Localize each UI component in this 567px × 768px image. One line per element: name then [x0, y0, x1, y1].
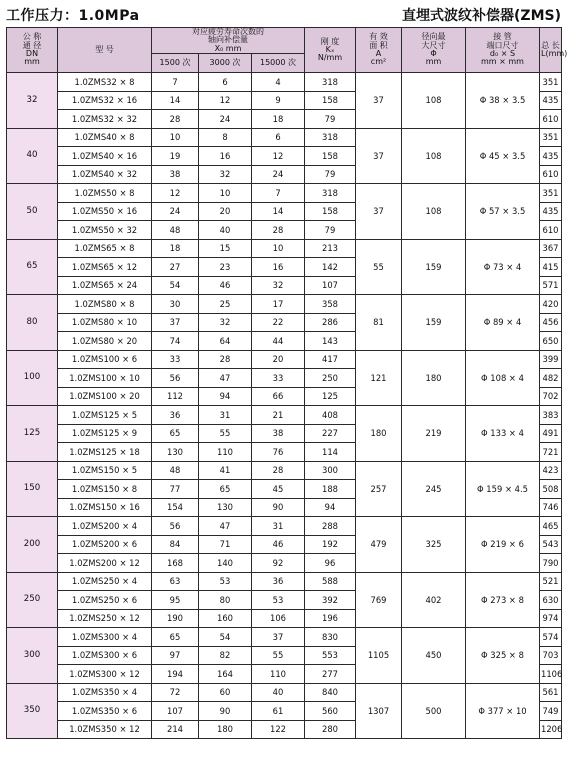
length-cell: 435 [540, 147, 562, 166]
model-cell: 1.0ZMS50 × 8 [58, 184, 152, 203]
area-cell: 257 [356, 461, 402, 517]
length-cell: 749 [540, 702, 562, 721]
comp-15000-cell: 38 [252, 424, 305, 443]
comp-1500-cell: 56 [152, 517, 199, 536]
length-cell: 703 [540, 646, 562, 665]
model-cell: 1.0ZMS80 × 8 [58, 295, 152, 314]
length-cell: 508 [540, 480, 562, 499]
length-cell: 491 [540, 424, 562, 443]
length-cell: 351 [540, 184, 562, 203]
stiffness-cell: 96 [305, 554, 356, 573]
comp-15000-cell: 18 [252, 110, 305, 129]
stiffness-cell: 318 [305, 184, 356, 203]
comp-15000-cell: 44 [252, 332, 305, 351]
comp-1500-cell: 19 [152, 147, 199, 166]
length-cell: 521 [540, 572, 562, 591]
comp-15000-cell: 122 [252, 720, 305, 739]
comp-1500-cell: 48 [152, 221, 199, 240]
table-row [7, 406, 562, 425]
comp-15000-cell: 14 [252, 202, 305, 221]
radial-cell: 108 [402, 184, 466, 240]
model-cell: 1.0ZMS150 × 5 [58, 461, 152, 480]
comp-3000-cell: 180 [199, 720, 252, 739]
comp-3000-cell: 25 [199, 295, 252, 314]
dn-cell: 250 [7, 572, 58, 628]
comp-15000-cell: 17 [252, 295, 305, 314]
comp-1500-cell: 14 [152, 91, 199, 110]
table-row [7, 628, 562, 647]
model-cell: 1.0ZMS100 × 10 [58, 369, 152, 388]
comp-1500-cell: 7 [152, 73, 199, 92]
comp-3000-cell: 160 [199, 609, 252, 628]
stiffness-cell: 280 [305, 720, 356, 739]
dn-cell: 65 [7, 239, 58, 295]
stiffness-cell: 553 [305, 646, 356, 665]
comp-15000-cell: 90 [252, 498, 305, 517]
comp-1500-cell: 33 [152, 350, 199, 369]
comp-1500-cell: 65 [152, 628, 199, 647]
comp-15000-cell: 10 [252, 239, 305, 258]
comp-3000-cell: 6 [199, 73, 252, 92]
model-cell: 1.0ZMS150 × 16 [58, 498, 152, 517]
header-dn: 公 称 通 径 DN mm [7, 28, 58, 73]
stiffness-cell: 114 [305, 443, 356, 462]
model-cell: 1.0ZMS80 × 10 [58, 313, 152, 332]
comp-3000-cell: 65 [199, 480, 252, 499]
length-cell: 435 [540, 202, 562, 221]
comp-1500-cell: 56 [152, 369, 199, 388]
comp-1500-cell: 154 [152, 498, 199, 517]
comp-15000-cell: 24 [252, 165, 305, 184]
length-cell: 456 [540, 313, 562, 332]
pipe-cell: Φ 219 × 6 [466, 517, 540, 573]
stiffness-cell: 227 [305, 424, 356, 443]
comp-3000-cell: 41 [199, 461, 252, 480]
model-cell: 1.0ZMS125 × 9 [58, 424, 152, 443]
length-cell: 435 [540, 91, 562, 110]
comp-15000-cell: 55 [252, 646, 305, 665]
comp-3000-cell: 15 [199, 239, 252, 258]
comp-1500-cell: 24 [152, 202, 199, 221]
stiffness-cell: 158 [305, 147, 356, 166]
radial-cell: 180 [402, 350, 466, 406]
stiffness-cell: 318 [305, 73, 356, 92]
area-cell: 81 [356, 295, 402, 351]
pipe-cell: Φ 73 × 4 [466, 239, 540, 295]
comp-3000-cell: 12 [199, 91, 252, 110]
table-row [7, 683, 562, 702]
comp-3000-cell: 47 [199, 369, 252, 388]
stiffness-cell: 158 [305, 91, 356, 110]
comp-1500-cell: 48 [152, 461, 199, 480]
dn-cell: 125 [7, 406, 58, 462]
comp-15000-cell: 12 [252, 147, 305, 166]
header-cycles-3000: 3000 次 [199, 54, 252, 73]
area-cell: 37 [356, 184, 402, 240]
stiffness-cell: 107 [305, 276, 356, 295]
model-cell: 1.0ZMS50 × 32 [58, 221, 152, 240]
stiffness-cell: 79 [305, 110, 356, 129]
stiffness-cell: 277 [305, 665, 356, 684]
pipe-cell: Φ 108 × 4 [466, 350, 540, 406]
comp-1500-cell: 54 [152, 276, 199, 295]
comp-1500-cell: 107 [152, 702, 199, 721]
stiffness-cell: 142 [305, 258, 356, 277]
area-cell: 180 [356, 406, 402, 462]
stiffness-cell: 286 [305, 313, 356, 332]
comp-1500-cell: 84 [152, 535, 199, 554]
comp-1500-cell: 10 [152, 128, 199, 147]
comp-3000-cell: 31 [199, 406, 252, 425]
pipe-cell: Φ 89 × 4 [466, 295, 540, 351]
area-cell: 55 [356, 239, 402, 295]
comp-3000-cell: 16 [199, 147, 252, 166]
working-pressure-label: 工作压力：1.0MPa [6, 8, 140, 24]
comp-1500-cell: 63 [152, 572, 199, 591]
stiffness-cell: 192 [305, 535, 356, 554]
comp-3000-cell: 53 [199, 572, 252, 591]
model-cell: 1.0ZMS250 × 4 [58, 572, 152, 591]
comp-3000-cell: 28 [199, 350, 252, 369]
comp-15000-cell: 76 [252, 443, 305, 462]
length-cell: 561 [540, 683, 562, 702]
model-cell: 1.0ZMS350 × 12 [58, 720, 152, 739]
comp-3000-cell: 55 [199, 424, 252, 443]
stiffness-cell: 318 [305, 128, 356, 147]
stiffness-cell: 158 [305, 202, 356, 221]
stiffness-cell: 79 [305, 165, 356, 184]
length-cell: 543 [540, 535, 562, 554]
comp-15000-cell: 22 [252, 313, 305, 332]
comp-1500-cell: 37 [152, 313, 199, 332]
comp-3000-cell: 82 [199, 646, 252, 665]
dn-cell: 300 [7, 628, 58, 684]
comp-3000-cell: 40 [199, 221, 252, 240]
table-row [7, 184, 562, 203]
comp-3000-cell: 110 [199, 443, 252, 462]
comp-1500-cell: 72 [152, 683, 199, 702]
comp-15000-cell: 6 [252, 128, 305, 147]
header-radial: 径向最 大尺寸 Φ mm [402, 28, 466, 73]
comp-15000-cell: 9 [252, 91, 305, 110]
comp-1500-cell: 27 [152, 258, 199, 277]
area-cell: 1307 [356, 683, 402, 739]
comp-15000-cell: 40 [252, 683, 305, 702]
length-cell: 630 [540, 591, 562, 610]
radial-cell: 159 [402, 295, 466, 351]
length-cell: 610 [540, 165, 562, 184]
header-model: 型 号 [58, 28, 152, 73]
header-area: 有 效 面 积 A cm² [356, 28, 402, 73]
table-row [7, 73, 562, 92]
stiffness-cell: 300 [305, 461, 356, 480]
dn-cell: 40 [7, 128, 58, 184]
comp-15000-cell: 106 [252, 609, 305, 628]
comp-1500-cell: 74 [152, 332, 199, 351]
stiffness-cell: 408 [305, 406, 356, 425]
length-cell: 650 [540, 332, 562, 351]
stiffness-cell: 94 [305, 498, 356, 517]
stiffness-cell: 417 [305, 350, 356, 369]
length-cell: 1106 [540, 665, 562, 684]
comp-1500-cell: 36 [152, 406, 199, 425]
pipe-cell: Φ 133 × 4 [466, 406, 540, 462]
table-body [7, 73, 562, 739]
model-cell: 1.0ZMS32 × 8 [58, 73, 152, 92]
comp-15000-cell: 53 [252, 591, 305, 610]
stiffness-cell: 392 [305, 591, 356, 610]
comp-15000-cell: 36 [252, 572, 305, 591]
length-cell: 746 [540, 498, 562, 517]
radial-cell: 402 [402, 572, 466, 628]
comp-1500-cell: 97 [152, 646, 199, 665]
table-row [7, 572, 562, 591]
stiffness-cell: 143 [305, 332, 356, 351]
length-cell: 423 [540, 461, 562, 480]
pipe-cell: Φ 57 × 3.5 [466, 184, 540, 240]
length-cell: 1206 [540, 720, 562, 739]
length-cell: 610 [540, 110, 562, 129]
comp-1500-cell: 112 [152, 387, 199, 406]
radial-cell: 219 [402, 406, 466, 462]
comp-1500-cell: 38 [152, 165, 199, 184]
comp-15000-cell: 20 [252, 350, 305, 369]
length-cell: 420 [540, 295, 562, 314]
comp-3000-cell: 64 [199, 332, 252, 351]
area-cell: 769 [356, 572, 402, 628]
dn-cell: 100 [7, 350, 58, 406]
comp-1500-cell: 18 [152, 239, 199, 258]
comp-3000-cell: 32 [199, 313, 252, 332]
radial-cell: 108 [402, 128, 466, 184]
stiffness-cell: 358 [305, 295, 356, 314]
table-row [7, 239, 562, 258]
table-row [7, 128, 562, 147]
comp-1500-cell: 194 [152, 665, 199, 684]
model-cell: 1.0ZMS40 × 8 [58, 128, 152, 147]
area-cell: 479 [356, 517, 402, 573]
table-header [7, 27, 567, 73]
dn-cell: 150 [7, 461, 58, 517]
model-cell: 1.0ZMS65 × 8 [58, 239, 152, 258]
comp-1500-cell: 12 [152, 184, 199, 203]
comp-15000-cell: 28 [252, 221, 305, 240]
comp-3000-cell: 90 [199, 702, 252, 721]
length-cell: 465 [540, 517, 562, 536]
comp-1500-cell: 65 [152, 424, 199, 443]
stiffness-cell: 213 [305, 239, 356, 258]
comp-15000-cell: 4 [252, 73, 305, 92]
dn-cell: 80 [7, 295, 58, 351]
radial-cell: 108 [402, 73, 466, 129]
table-row [7, 461, 562, 480]
comp-3000-cell: 24 [199, 110, 252, 129]
model-cell: 1.0ZMS300 × 12 [58, 665, 152, 684]
comp-1500-cell: 168 [152, 554, 199, 573]
comp-15000-cell: 61 [252, 702, 305, 721]
comp-3000-cell: 20 [199, 202, 252, 221]
pipe-cell: Φ 273 × 8 [466, 572, 540, 628]
comp-1500-cell: 214 [152, 720, 199, 739]
stiffness-cell: 125 [305, 387, 356, 406]
comp-15000-cell: 45 [252, 480, 305, 499]
model-cell: 1.0ZMS150 × 8 [58, 480, 152, 499]
pipe-cell: Φ 159 × 4.5 [466, 461, 540, 517]
model-cell: 1.0ZMS65 × 24 [58, 276, 152, 295]
comp-3000-cell: 23 [199, 258, 252, 277]
radial-cell: 325 [402, 517, 466, 573]
length-cell: 574 [540, 628, 562, 647]
document-title: 直埋式波纹补偿器(ZMS) [402, 8, 561, 24]
pipe-cell: Φ 38 × 3.5 [466, 73, 540, 129]
area-cell: 37 [356, 128, 402, 184]
comp-15000-cell: 31 [252, 517, 305, 536]
area-cell: 121 [356, 350, 402, 406]
comp-3000-cell: 32 [199, 165, 252, 184]
model-cell: 1.0ZMS100 × 6 [58, 350, 152, 369]
model-cell: 1.0ZMS350 × 6 [58, 702, 152, 721]
header-cycles-1500: 1500 次 [152, 54, 199, 73]
comp-3000-cell: 47 [199, 517, 252, 536]
pipe-cell: Φ 45 × 3.5 [466, 128, 540, 184]
comp-15000-cell: 21 [252, 406, 305, 425]
comp-3000-cell: 94 [199, 387, 252, 406]
header-compensation: 对应疲劳寿命次数的 轴向补偿量 X₀ mm [152, 28, 305, 54]
comp-15000-cell: 16 [252, 258, 305, 277]
model-cell: 1.0ZMS300 × 6 [58, 646, 152, 665]
area-cell: 1105 [356, 628, 402, 684]
stiffness-cell: 188 [305, 480, 356, 499]
model-cell: 1.0ZMS250 × 6 [58, 591, 152, 610]
spec-table [6, 27, 567, 739]
stiffness-cell: 830 [305, 628, 356, 647]
length-cell: 399 [540, 350, 562, 369]
model-cell: 1.0ZMS40 × 16 [58, 147, 152, 166]
dn-cell: 200 [7, 517, 58, 573]
comp-1500-cell: 190 [152, 609, 199, 628]
radial-cell: 450 [402, 628, 466, 684]
length-cell: 571 [540, 276, 562, 295]
stiffness-cell: 196 [305, 609, 356, 628]
comp-15000-cell: 92 [252, 554, 305, 573]
length-cell: 367 [540, 239, 562, 258]
comp-1500-cell: 95 [152, 591, 199, 610]
model-cell: 1.0ZMS200 × 12 [58, 554, 152, 573]
length-cell: 482 [540, 369, 562, 388]
dn-cell: 50 [7, 184, 58, 240]
comp-15000-cell: 32 [252, 276, 305, 295]
comp-15000-cell: 28 [252, 461, 305, 480]
comp-3000-cell: 80 [199, 591, 252, 610]
pipe-cell: Φ 325 × 8 [466, 628, 540, 684]
header-pipe: 接 管 端口尺寸 d₀ × S mm × mm [466, 28, 540, 73]
comp-15000-cell: 66 [252, 387, 305, 406]
radial-cell: 500 [402, 683, 466, 739]
comp-3000-cell: 8 [199, 128, 252, 147]
model-cell: 1.0ZMS50 × 16 [58, 202, 152, 221]
comp-15000-cell: 37 [252, 628, 305, 647]
model-cell: 1.0ZMS65 × 12 [58, 258, 152, 277]
table-row [7, 517, 562, 536]
comp-3000-cell: 71 [199, 535, 252, 554]
table-row [7, 350, 562, 369]
stiffness-cell: 288 [305, 517, 356, 536]
stiffness-cell: 840 [305, 683, 356, 702]
model-cell: 1.0ZMS125 × 18 [58, 443, 152, 462]
length-cell: 351 [540, 128, 562, 147]
comp-1500-cell: 77 [152, 480, 199, 499]
comp-15000-cell: 46 [252, 535, 305, 554]
length-cell: 974 [540, 609, 562, 628]
comp-3000-cell: 10 [199, 184, 252, 203]
comp-15000-cell: 7 [252, 184, 305, 203]
model-cell: 1.0ZMS100 × 20 [58, 387, 152, 406]
dn-cell: 350 [7, 683, 58, 739]
comp-15000-cell: 33 [252, 369, 305, 388]
table-row [7, 295, 562, 314]
length-cell: 383 [540, 406, 562, 425]
length-cell: 415 [540, 258, 562, 277]
header-cycles-15000: 15000 次 [252, 54, 305, 73]
comp-1500-cell: 30 [152, 295, 199, 314]
comp-3000-cell: 46 [199, 276, 252, 295]
comp-1500-cell: 28 [152, 110, 199, 129]
stiffness-cell: 250 [305, 369, 356, 388]
radial-cell: 245 [402, 461, 466, 517]
stiffness-cell: 560 [305, 702, 356, 721]
model-cell: 1.0ZMS200 × 4 [58, 517, 152, 536]
stiffness-cell: 588 [305, 572, 356, 591]
model-cell: 1.0ZMS250 × 12 [58, 609, 152, 628]
area-cell: 37 [356, 73, 402, 129]
length-cell: 610 [540, 221, 562, 240]
model-cell: 1.0ZMS300 × 4 [58, 628, 152, 647]
model-cell: 1.0ZMS125 × 5 [58, 406, 152, 425]
length-cell: 351 [540, 73, 562, 92]
comp-1500-cell: 130 [152, 443, 199, 462]
model-cell: 1.0ZMS350 × 4 [58, 683, 152, 702]
length-cell: 702 [540, 387, 562, 406]
model-cell: 1.0ZMS40 × 32 [58, 165, 152, 184]
radial-cell: 159 [402, 239, 466, 295]
comp-3000-cell: 60 [199, 683, 252, 702]
model-cell: 1.0ZMS200 × 6 [58, 535, 152, 554]
model-cell: 1.0ZMS32 × 16 [58, 91, 152, 110]
length-cell: 721 [540, 443, 562, 462]
pipe-cell: Φ 377 × 10 [466, 683, 540, 739]
length-cell: 790 [540, 554, 562, 573]
header-length: 总 长 L(mm) [540, 28, 562, 73]
comp-15000-cell: 110 [252, 665, 305, 684]
dn-cell: 32 [7, 73, 58, 129]
model-cell: 1.0ZMS32 × 32 [58, 110, 152, 129]
comp-3000-cell: 140 [199, 554, 252, 573]
header-stiffness: 刚 度 Kₓ N/mm [305, 28, 356, 73]
comp-3000-cell: 164 [199, 665, 252, 684]
stiffness-cell: 79 [305, 221, 356, 240]
comp-3000-cell: 54 [199, 628, 252, 647]
model-cell: 1.0ZMS80 × 20 [58, 332, 152, 351]
title-bar [6, 5, 561, 27]
comp-3000-cell: 130 [199, 498, 252, 517]
